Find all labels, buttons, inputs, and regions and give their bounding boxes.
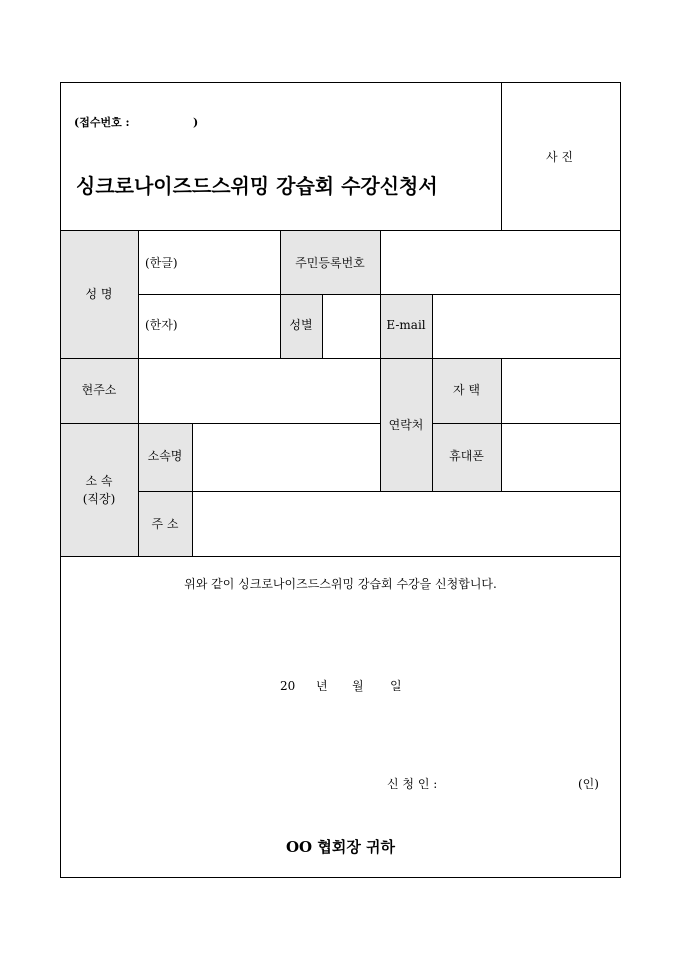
- divider: [501, 82, 502, 230]
- email-label: E-mail: [386, 318, 426, 332]
- mobile-label: 휴대폰: [449, 449, 484, 463]
- divider: [280, 230, 281, 358]
- home-address-label: 현주소: [81, 383, 117, 397]
- contact-label: 연락처: [388, 418, 424, 432]
- org-name-label: 소속명: [147, 449, 183, 463]
- date-year-unit: 년: [316, 679, 328, 693]
- gender-field[interactable]: [326, 298, 378, 354]
- divider: [138, 423, 139, 556]
- resident-number-field[interactable]: [384, 234, 617, 290]
- divider: [138, 230, 139, 358]
- hangul-label: (한글): [145, 256, 178, 270]
- hangul-name-field[interactable]: [190, 240, 276, 286]
- receipt-number-close: ): [193, 116, 199, 129]
- photo-label: 사 진: [546, 150, 573, 164]
- email-field[interactable]: [436, 298, 617, 354]
- hanja-label: (한자): [145, 318, 178, 332]
- divider: [432, 423, 621, 424]
- hanja-name-field[interactable]: [190, 304, 276, 350]
- home-phone-field[interactable]: [505, 362, 617, 419]
- applicant-label: 신 청 인 :: [387, 777, 438, 791]
- divider: [192, 423, 193, 556]
- receipt-number-label: (접수번호 :: [74, 116, 130, 129]
- divider: [60, 230, 621, 231]
- divider: [322, 294, 323, 358]
- seal-label: (인): [578, 777, 599, 791]
- divider: [380, 230, 381, 491]
- date-month-unit: 월: [352, 679, 364, 693]
- name-label: 성 명: [85, 287, 113, 301]
- date-day-unit: 일: [390, 679, 402, 693]
- mobile-phone-field[interactable]: [505, 427, 617, 487]
- gender-label: 성별: [289, 318, 313, 332]
- divider: [501, 358, 502, 491]
- divider: [60, 358, 621, 359]
- date-year: 20: [280, 679, 296, 693]
- resident-number-label: 주민등록번호: [295, 256, 365, 270]
- divider: [138, 358, 139, 423]
- divider: [138, 491, 621, 492]
- affiliation-label: 소 속: [85, 474, 113, 488]
- org-address-field[interactable]: [196, 495, 617, 552]
- applicant-name-field[interactable]: [455, 772, 570, 794]
- divider: [60, 423, 380, 424]
- declaration-statement: 위와 같이 싱크로나이즈드스위밍 강습회 수강을 신청합니다.: [184, 577, 497, 591]
- form-title: 싱크로나이즈드스위밍 강습회 수강신청서: [76, 174, 438, 198]
- home-phone-label: 자 택: [453, 383, 480, 397]
- home-address-field[interactable]: [142, 362, 376, 419]
- divider: [60, 556, 621, 557]
- recipient: OO 협회장 귀하: [285, 838, 396, 856]
- affiliation-sub-label: (직장): [82, 492, 116, 506]
- org-address-label: 주 소: [151, 517, 179, 531]
- org-name-field[interactable]: [196, 427, 376, 487]
